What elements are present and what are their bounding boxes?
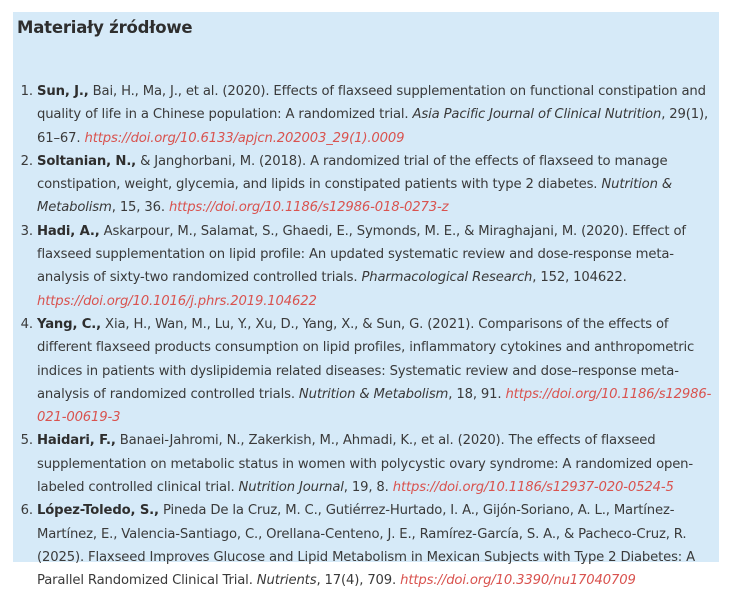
reference-body: Bai, H., Ma, J., et al. (2020). Effects of flaxseed supplementation on functional constipation and quality of life in a Chinese population: A randomized trial.: [37, 84, 706, 123]
reference-body: Banaei-Jahromi, N., Zakerkish, M., Ahmadi, K., et al. (2020). The effects of flaxseed supplementation on metabolic status in women with polycystic ovary syndrome: A randomized open-labeled controlled clinical trial.: [37, 433, 693, 496]
reference-item: [37, 429, 713, 499]
reference-lead-author: Soltanian, N.,: [37, 153, 137, 169]
reference-journal: Nutrition Journal: [238, 480, 344, 496]
reference-lead-author: Hadi, A.,: [37, 223, 100, 239]
reference-body: Pineda De la Cruz, M. C., Gutiérrez-Hurtado, I. A., Gijón-Soriano, A. L., Martínez-Martínez, E., Valencia-Santiago, C., Orellana-Centeno, J. E., Ramírez-García, S. A., & Pacheco-Cruz, R. (2025). Flaxseed Improves Glucose and Lipid Metabolism in Mexican Subjects with Type 2 Diabetes: A Parallel Randomized Clinical Trial.: [37, 503, 695, 589]
reference-item: [37, 499, 713, 592]
reference-lead-author: Yang, C.,: [37, 316, 102, 332]
reference-doi-link[interactable]: https://doi.org/10.1186/s12937-020-0524-5: [392, 480, 674, 496]
reference-journal: Nutrition & Metabolism: [37, 177, 672, 216]
reference-body: & Janghorbani, M. (2018). A randomized trial of the effects of flaxseed to manage constipation, weight, glycemia, and lipids in constipated patients with type 2 diabetes.: [37, 153, 668, 193]
reference-journal: Pharmacological Research: [361, 270, 533, 286]
section-title: Materiały źródłowe: [17, 18, 193, 37]
reference-details: , 29(1), 61–67.: [37, 107, 709, 146]
reference-item: [37, 220, 713, 313]
reference-journal: Nutrition & Metabolism: [298, 386, 449, 402]
source-materials-panel: [13, 12, 719, 589]
reference-item: [37, 150, 713, 220]
reference-details: , 17(4), 709.: [316, 573, 401, 589]
reference-doi-link[interactable]: https://doi.org/10.3390/nu17040709: [400, 573, 636, 589]
reference-list: [17, 80, 713, 593]
reference-details: , 15, 36.: [111, 200, 169, 216]
reference-details: , 19, 8.: [343, 480, 393, 496]
reference-doi-link[interactable]: https://doi.org/10.1186/s12986-021-00619-3: [37, 386, 712, 426]
reference-details: , 152, 104622.: [532, 270, 627, 286]
reference-lead-author: Sun, J.,: [37, 84, 89, 99]
reference-body: Askarpour, M., Salamat, S., Ghaedi, E., Symonds, M. E., & Miraghajani, M. (2020). Effect of flaxseed supplementation on lipid profile: An updated systematic review and dose-response meta-analysis of sixty-two randomized controlled trials.: [37, 223, 686, 286]
reference-body: Xia, H., Wan, M., Lu, Y., Xu, D., Yang, X., & Sun, G. (2021). Comparisons of the effects of different flaxseed products consumption on lipid profiles, inflammatory cytokines and anthropometric indices in patients with dyslipidemia related diseases: Systematic review and dose–response meta-analysis of randomized controlled trials.: [37, 316, 695, 402]
reference-journal: Nutrients: [256, 573, 317, 589]
reference-details: , 18, 91.: [448, 386, 506, 402]
reference-item: [37, 313, 713, 429]
reference-doi-link[interactable]: https://doi.org/10.6133/apjcn.202003_29(1).0009: [84, 130, 405, 146]
reference-item: [37, 80, 713, 150]
reference-lead-author: López-Toledo, S.,: [37, 503, 159, 519]
reference-lead-author: Haidari, F.,: [37, 433, 116, 449]
reference-journal: Asia Pacific Journal of Clinical Nutrition: [412, 107, 662, 123]
reference-doi-link[interactable]: https://doi.org/10.1186/s12986-018-0273-z: [168, 200, 449, 216]
reference-doi-link[interactable]: https://doi.org/10.1016/j.phrs.2019.104622: [37, 293, 317, 309]
